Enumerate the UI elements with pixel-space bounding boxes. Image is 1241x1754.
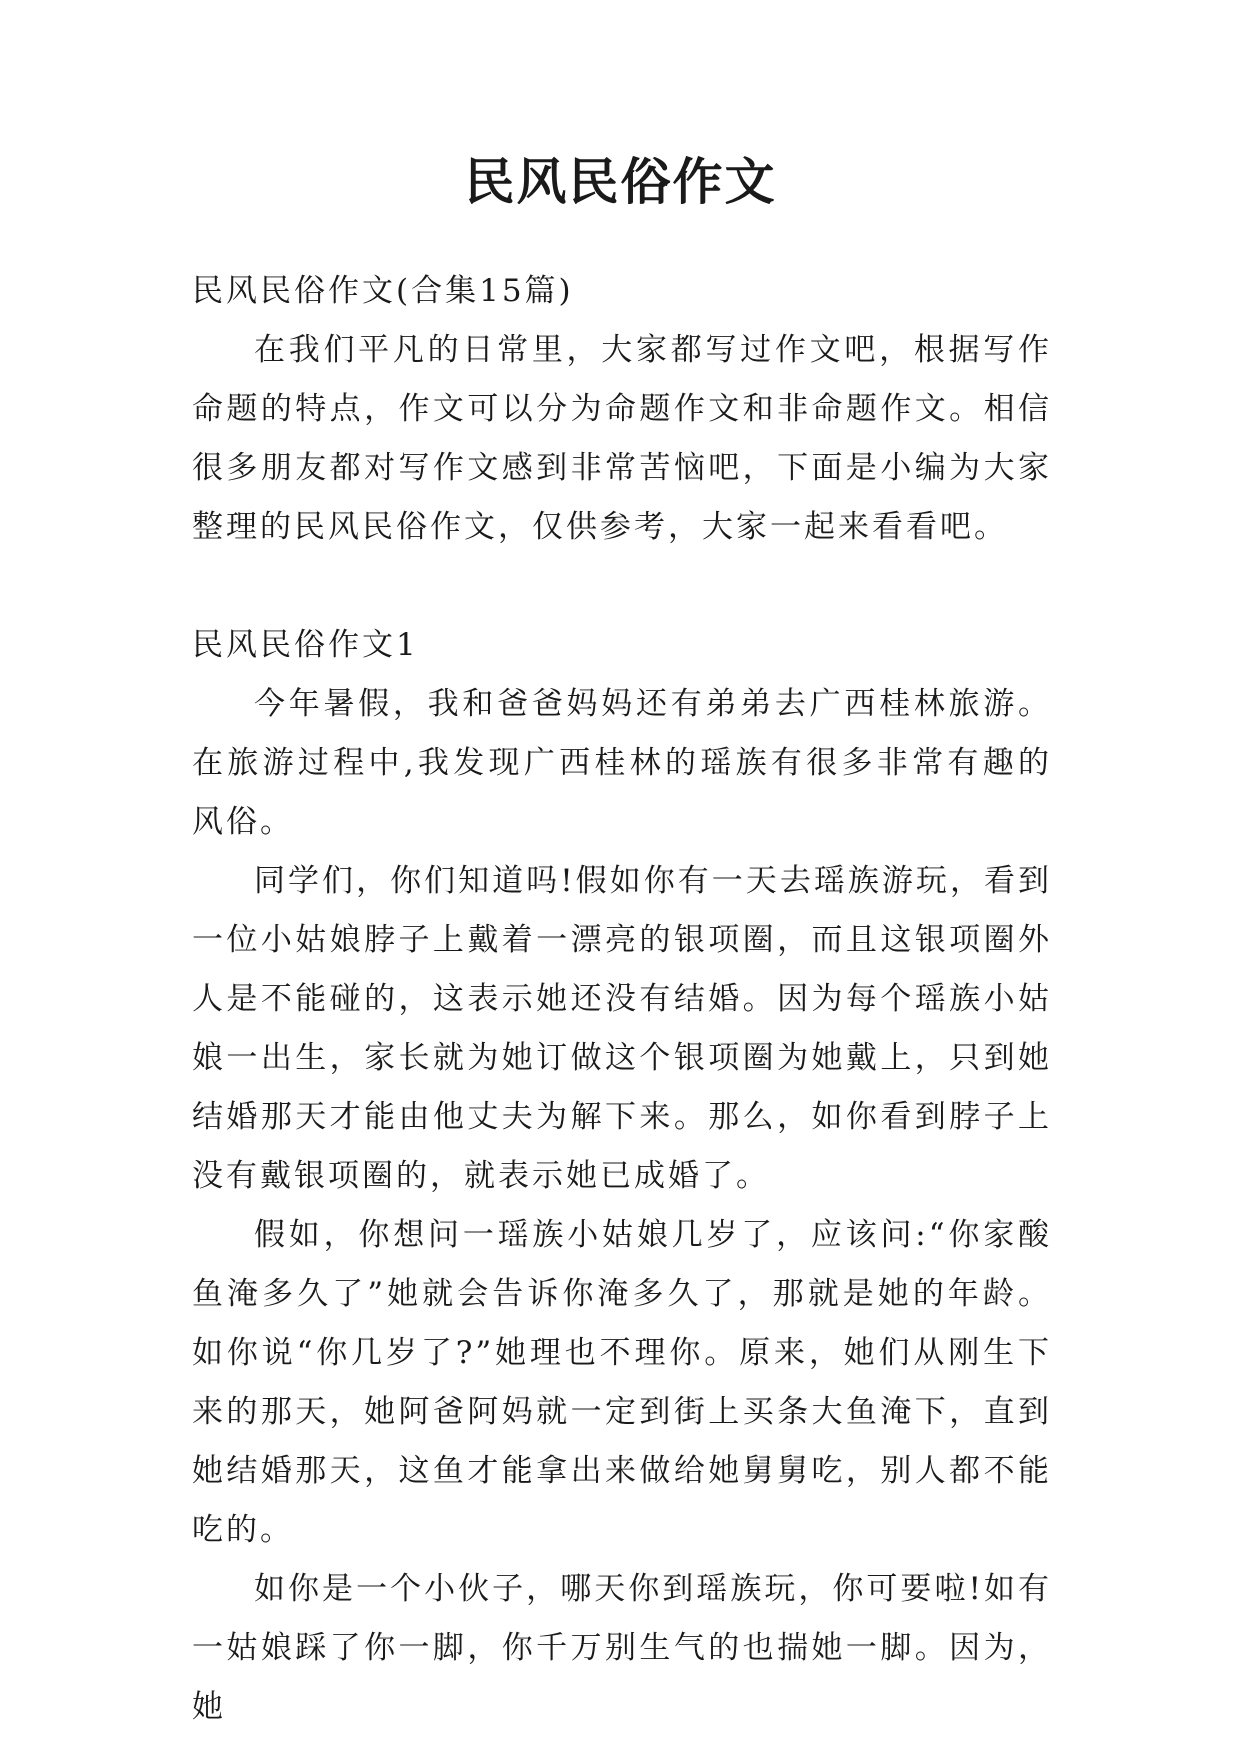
essay1-paragraph: 假如，你想问一瑶族小姑娘几岁了，应该问:“你家酸鱼淹多久了”她就会告诉你淹多久了，那就是她的年龄。如你说“你几岁了?”她理也不理你。原来，她们从刚生下来的那天，她阿爸阿妈就一定到街上买条大鱼淹下，直到她结婚那天，这鱼才能拿出来做给她舅舅吃，别人都不能吃的。 bbox=[192, 1217, 1052, 1548]
essay1-paragraph: 同学们，你们知道吗!假如你有一天去瑶族游玩，看到一位小姑娘脖子上戴着一漂亮的银项圈，而且这银项圈外人是不能碰的，这表示她还没有结婚。因为每个瑶族小姑娘一出生，家长就为她订做这个银项圈为她戴上，只到她结婚那天才能由他丈夫为解下来。那么，如你看到脖子上没有戴银项圈的，就表示她已成婚了。 bbox=[192, 863, 1052, 1194]
document-body bbox=[192, 262, 1052, 1737]
section-gap bbox=[192, 557, 1052, 616]
intro-paragraph: 在我们平凡的日常里，大家都写过作文吧，根据写作命题的特点，作文可以分为命题作文和非命题作文。相信很多朋友都对写作文感到非常苦恼吧，下面是小编为大家整理的民风民俗作文，仅供参考，大家一起来看看吧。 bbox=[192, 332, 1052, 545]
essay1-paragraph: 如你是一个小伙子，哪天你到瑶族玩，你可要啦!如有一姑娘踩了你一脚，你千万别生气的也揣她一脚。因为，她 bbox=[192, 1571, 1052, 1725]
essay1-heading: 民风民俗作文1 bbox=[192, 627, 419, 663]
essay1-paragraph: 今年暑假，我和爸爸妈妈还有弟弟去广西桂林旅游。在旅游过程中,我发现广西桂林的瑶族有很多非常有趣的风俗。 bbox=[192, 686, 1052, 840]
intro-heading: 民风民俗作文(合集15篇) bbox=[192, 273, 574, 309]
document-title: 民风民俗作文 bbox=[464, 152, 777, 211]
